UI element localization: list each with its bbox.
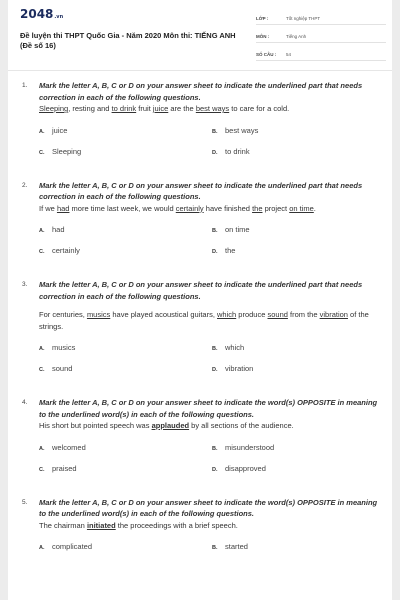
option-letter: D. <box>212 367 218 373</box>
underlined-word: on time <box>289 203 314 213</box>
question-number: 4. <box>22 399 28 406</box>
option-text: complicated <box>52 542 93 551</box>
question-instruction: Mark the letter A, B, C or D on your answer sheet to indicate the underlined part that needs correction in each of the following questions. <box>39 280 363 301</box>
option-text: best ways <box>225 125 259 135</box>
stem-text: of the strings. <box>39 310 369 331</box>
option-text: to drink <box>225 146 250 156</box>
stem-text: , resting and <box>68 104 112 113</box>
answer-options <box>39 343 378 375</box>
question-stem <box>39 203 378 215</box>
stem-text: have played acoustical guitars, <box>110 310 218 319</box>
option-letter: B. <box>212 445 218 452</box>
option-letter: A. <box>39 545 45 551</box>
answer-option[interactable] <box>212 246 385 257</box>
option-letter: C. <box>39 466 45 473</box>
question-stem <box>39 520 378 532</box>
answer-option[interactable] <box>39 246 212 257</box>
option-letter: C. <box>39 249 45 255</box>
answer-option[interactable] <box>212 542 385 553</box>
option-letter: D. <box>212 466 218 473</box>
underlined-word: musics <box>86 310 111 319</box>
option-letter: D. <box>212 149 218 156</box>
option-letter: A. <box>39 445 45 452</box>
underlined-word: certainly <box>175 203 204 213</box>
question-list <box>8 80 392 553</box>
underlined-word: juice <box>152 104 169 113</box>
question-stem <box>39 420 378 432</box>
meta-class-value: Tốt nghiệp THPT <box>286 15 321 21</box>
underlined-word: sound <box>267 310 288 319</box>
meta-class-label: LỚP : <box>256 15 269 21</box>
question-instruction: Mark the letter A, B, C or D on your answer sheet to indicate the underlined part that needs correction in each of the following questions. <box>39 180 363 201</box>
stem-text: more time last week, we would <box>69 203 176 213</box>
answer-option[interactable] <box>212 443 385 454</box>
answer-options <box>39 542 378 553</box>
stem-text: the proceedings with a brief speech. <box>115 520 238 530</box>
stem-text: to care for a cold. <box>229 104 290 113</box>
option-text: disapproved <box>225 463 266 473</box>
stem-text: fruit <box>136 104 153 113</box>
answer-option[interactable] <box>212 126 385 137</box>
stem-text: The chairman <box>39 520 87 530</box>
meta-count-value: 54 <box>286 51 292 57</box>
underlined-word: initiated <box>86 520 116 530</box>
underlined-word: Sleeping <box>39 104 69 113</box>
option-text: vibration <box>225 364 254 373</box>
answer-option[interactable] <box>39 147 212 158</box>
answer-options <box>39 443 378 475</box>
option-letter: A. <box>39 128 45 135</box>
underlined-word: which <box>217 310 237 319</box>
option-text: Sleeping <box>52 146 82 156</box>
stem-text: by all sections of the audience. <box>189 421 294 430</box>
question-number: 2. <box>22 181 28 189</box>
underlined-word: had <box>56 203 70 213</box>
question-instruction: Mark the letter A, B, C or D on your answer sheet to indicate the word(s) OPPOSITE in meaning to the underlined word(s) in each of the following questions. <box>39 497 378 518</box>
exam-meta <box>256 12 386 66</box>
meta-class <box>256 12 386 25</box>
option-text: started <box>225 542 248 551</box>
question-3 <box>8 279 392 375</box>
meta-subject-value: Tiếng Anh <box>286 33 307 39</box>
header-divider <box>8 70 392 71</box>
underlined-word: best ways <box>195 104 230 113</box>
answer-option[interactable] <box>212 147 385 158</box>
answer-option[interactable] <box>39 126 212 137</box>
exam-sheet <box>8 0 392 600</box>
question-number: 1. <box>22 82 28 89</box>
answer-option[interactable] <box>212 464 385 475</box>
stem-text: For centuries, <box>39 310 87 319</box>
option-text: certainly <box>52 246 80 255</box>
stem-text: are the <box>168 104 196 113</box>
option-text: juice <box>52 125 68 135</box>
answer-options <box>39 225 378 257</box>
question-4 <box>8 397 392 475</box>
answer-option[interactable] <box>39 225 212 236</box>
option-text: musics <box>52 343 76 352</box>
question-instruction: Mark the letter A, B, C or D on your answer sheet to indicate the underlined part that needs correction in each of the following questions. <box>39 81 363 102</box>
exam-header <box>8 0 392 66</box>
stem-text: If we <box>39 203 57 213</box>
stem-text: . <box>313 203 316 213</box>
answer-option[interactable] <box>39 343 212 354</box>
option-text: welcomed <box>52 442 86 452</box>
stem-text: produce <box>236 310 268 319</box>
question-stem <box>39 309 378 332</box>
meta-subject <box>256 30 386 43</box>
answer-option[interactable] <box>212 225 385 236</box>
option-letter: B. <box>212 128 218 135</box>
question-number: 5. <box>22 498 28 506</box>
meta-count-label: SỐ CÂU : <box>256 51 277 57</box>
option-letter: B. <box>212 545 218 551</box>
site-logo[interactable]: 2048.vn <box>20 7 64 21</box>
underlined-word: vibration <box>319 310 348 319</box>
option-letter: A. <box>39 346 45 352</box>
option-text: which <box>225 343 245 352</box>
option-letter: C. <box>39 149 45 156</box>
answer-option[interactable] <box>212 343 385 354</box>
stem-text: from the <box>287 310 320 319</box>
stem-text: His short but pointed speech was <box>39 421 152 430</box>
underlined-word: applauded <box>151 421 190 430</box>
underlined-word: to drink <box>111 104 137 113</box>
question-instruction: Mark the letter A, B, C or D on your answer sheet to indicate the word(s) OPPOSITE in meaning to the underlined word(s) in each of the following questions. <box>39 398 378 419</box>
option-letter: C. <box>39 367 45 373</box>
exam-title: Đề luyện thi THPT Quốc Gia - Năm 2020 Môn thi: TIẾNG ANH (Đề số 16) <box>20 31 236 50</box>
answer-option[interactable] <box>212 364 385 375</box>
answer-option[interactable] <box>39 464 212 475</box>
meta-count <box>256 48 386 61</box>
option-letter: B. <box>212 228 218 234</box>
meta-subject-label: MÔN : <box>256 33 270 39</box>
question-2 <box>8 180 392 258</box>
question-1 <box>8 80 392 158</box>
question-5 <box>8 497 392 554</box>
option-letter: B. <box>212 346 218 352</box>
answer-option[interactable] <box>39 364 212 375</box>
option-text: praised <box>52 463 77 473</box>
option-text: on time <box>225 225 250 234</box>
answer-option[interactable] <box>39 443 212 454</box>
stem-text: have finished <box>203 203 253 213</box>
question-number: 3. <box>22 281 28 288</box>
answer-options <box>39 126 378 158</box>
option-letter: D. <box>212 249 218 255</box>
stem-text: project <box>262 203 290 213</box>
question-stem <box>39 103 378 115</box>
option-text: had <box>52 225 65 234</box>
option-letter: A. <box>39 228 45 234</box>
underlined-word: the <box>252 203 263 213</box>
option-text: misunderstood <box>225 442 275 452</box>
answer-option[interactable] <box>39 542 212 553</box>
option-text: the <box>225 246 236 255</box>
option-text: sound <box>52 364 73 373</box>
